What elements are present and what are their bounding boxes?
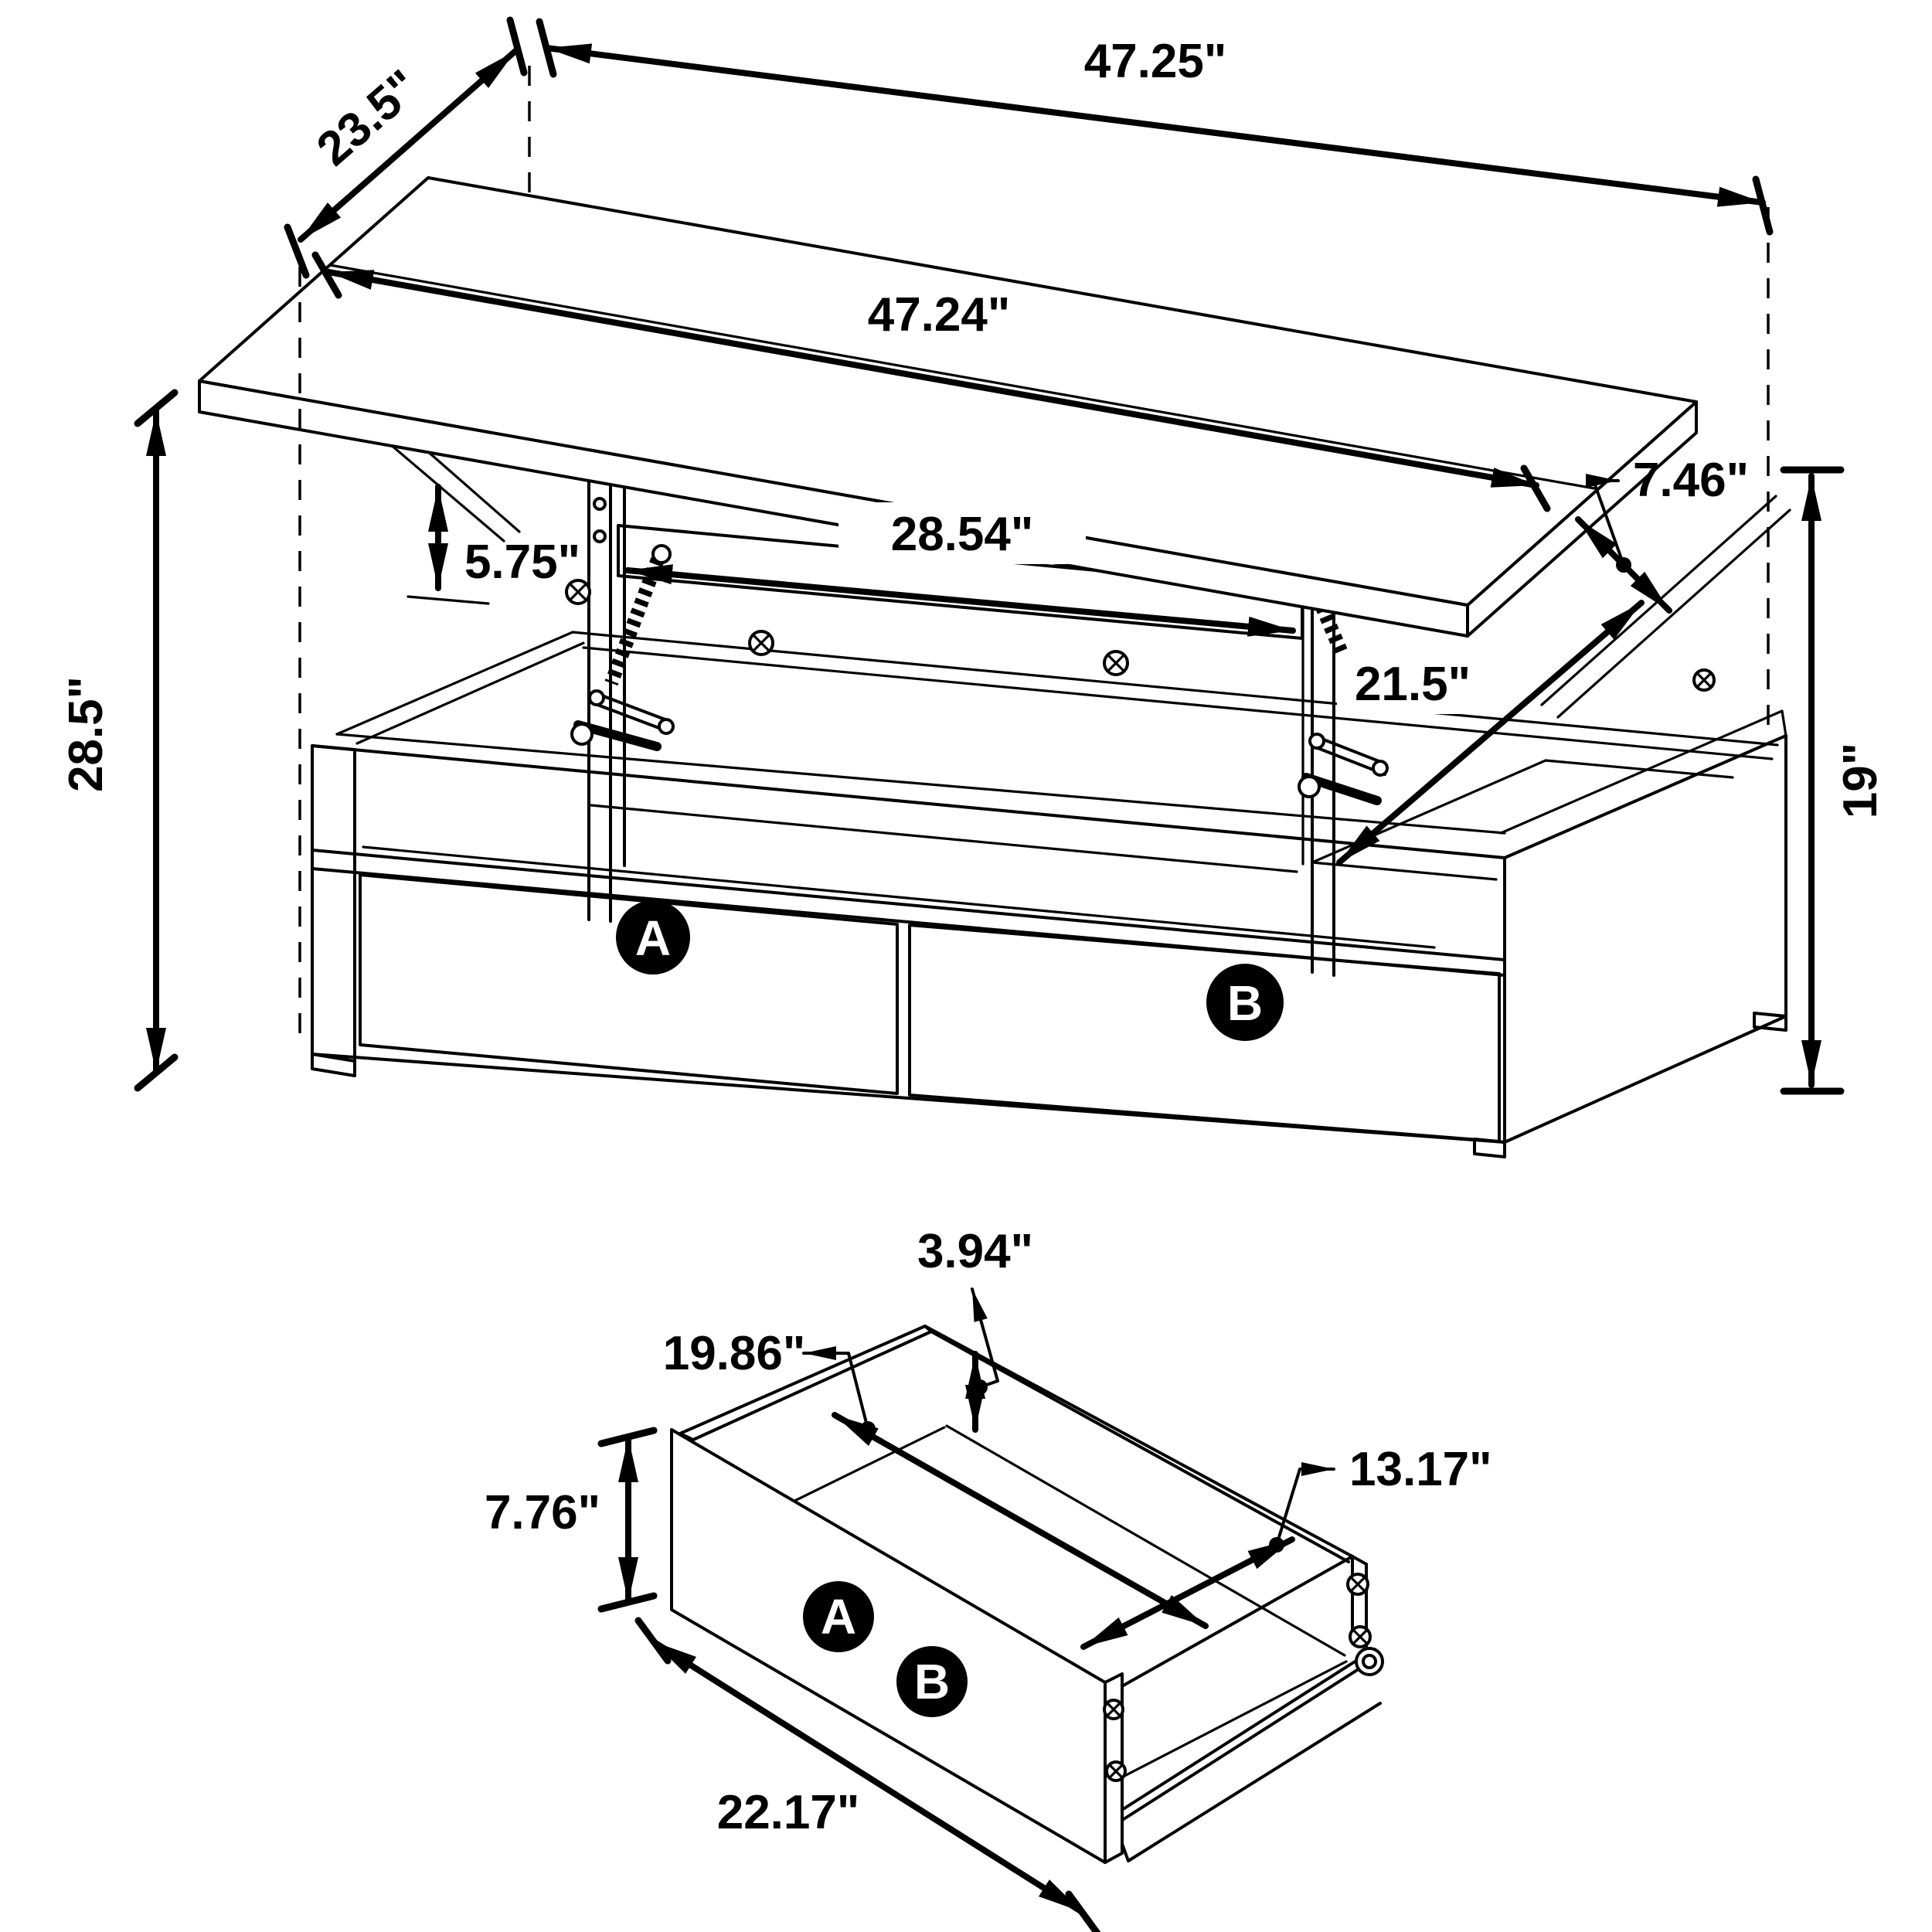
dimension-overall-height [60,393,175,1088]
dimension-top-width [539,22,1770,232]
assembled-table-view [60,20,1887,1157]
dim-tray-depth-label: 21.5" [1354,658,1471,711]
dim-top-width-label: 47.25" [1083,35,1227,88]
dim-base-height-label: 19" [1834,742,1887,819]
dimension-drawer-interior-depth [1083,1443,1492,1647]
drawer-floor-right-line [1104,1662,1346,1787]
drawer-back-panel-top [925,1326,1352,1562]
cabinet-base [312,496,1790,1157]
drawer-b-marker [1206,964,1284,1041]
drawer-detail-a-label: A [820,1589,857,1645]
dim-lift-clearance-label: 5.75" [464,536,581,589]
drawer-a-label: A [634,910,672,966]
drawer-a-marker [616,900,690,975]
dim-tick [510,20,524,73]
left-wall-rim [337,632,583,743]
drawer-b-label: B [1226,975,1264,1031]
dim-drawer-interior-depth-label: 13.17" [1349,1443,1492,1496]
link-pivot [590,691,604,705]
screw-heads [566,580,1714,690]
platform-ledge-line [408,597,488,604]
spring-bolt [653,546,670,563]
dim-top-panel-length-label: 47.24" [867,288,1011,342]
link-pivot [1373,761,1387,775]
dim-drawer-back-height-label: 3.94" [917,1225,1034,1278]
cabinet-side-face [1505,736,1786,1142]
screw-icon [750,631,773,655]
dim-drawer-interior-width-label: 19.86" [662,1327,806,1380]
leader-line [1277,1469,1334,1545]
dim-overall-height-label: 28.5" [60,675,113,793]
dim-drawer-front-height-label: 7.76" [484,1486,601,1539]
screw-icon [1104,651,1128,675]
drawer-detail-b-label: B [913,1654,951,1709]
dimension-drawer-back-height [917,1225,1033,1430]
rail-roller-hub [1363,1655,1376,1668]
screw-icon [1694,670,1714,690]
bracket-hole [594,498,605,509]
lifted-top-panel [199,178,1696,636]
dim-line [1083,1539,1292,1647]
bracket-hole [594,531,605,542]
screw-icon [1348,1574,1368,1594]
link-pivot [1310,734,1324,748]
link-pivot [659,719,673,733]
link-roller [572,724,592,744]
dim-frame-side-gap-label: 7.46" [1632,454,1750,507]
dimension-drawer-front-height [485,1430,654,1609]
screw-icon [1107,1762,1125,1781]
dimension-base-height [1784,470,1887,1091]
screw-icon [1104,1700,1123,1719]
link-roller [1299,777,1319,797]
slide-rail-bars [1110,1659,1380,1861]
drawer-detail-view [485,1225,1492,1932]
screw-icon [1350,1627,1370,1647]
drawer-a-marker [803,1581,874,1652]
drawer-b-marker [896,1646,968,1717]
dim-top-depth-label: 23.5" [307,60,430,176]
drawer-right-wall-top [1108,1556,1352,1694]
dim-drawer-front-width-label: 22.17" [716,1786,860,1839]
drawer-slide-rail [1110,1648,1383,1861]
dim-opening-width-label: 28.54" [890,508,1034,561]
